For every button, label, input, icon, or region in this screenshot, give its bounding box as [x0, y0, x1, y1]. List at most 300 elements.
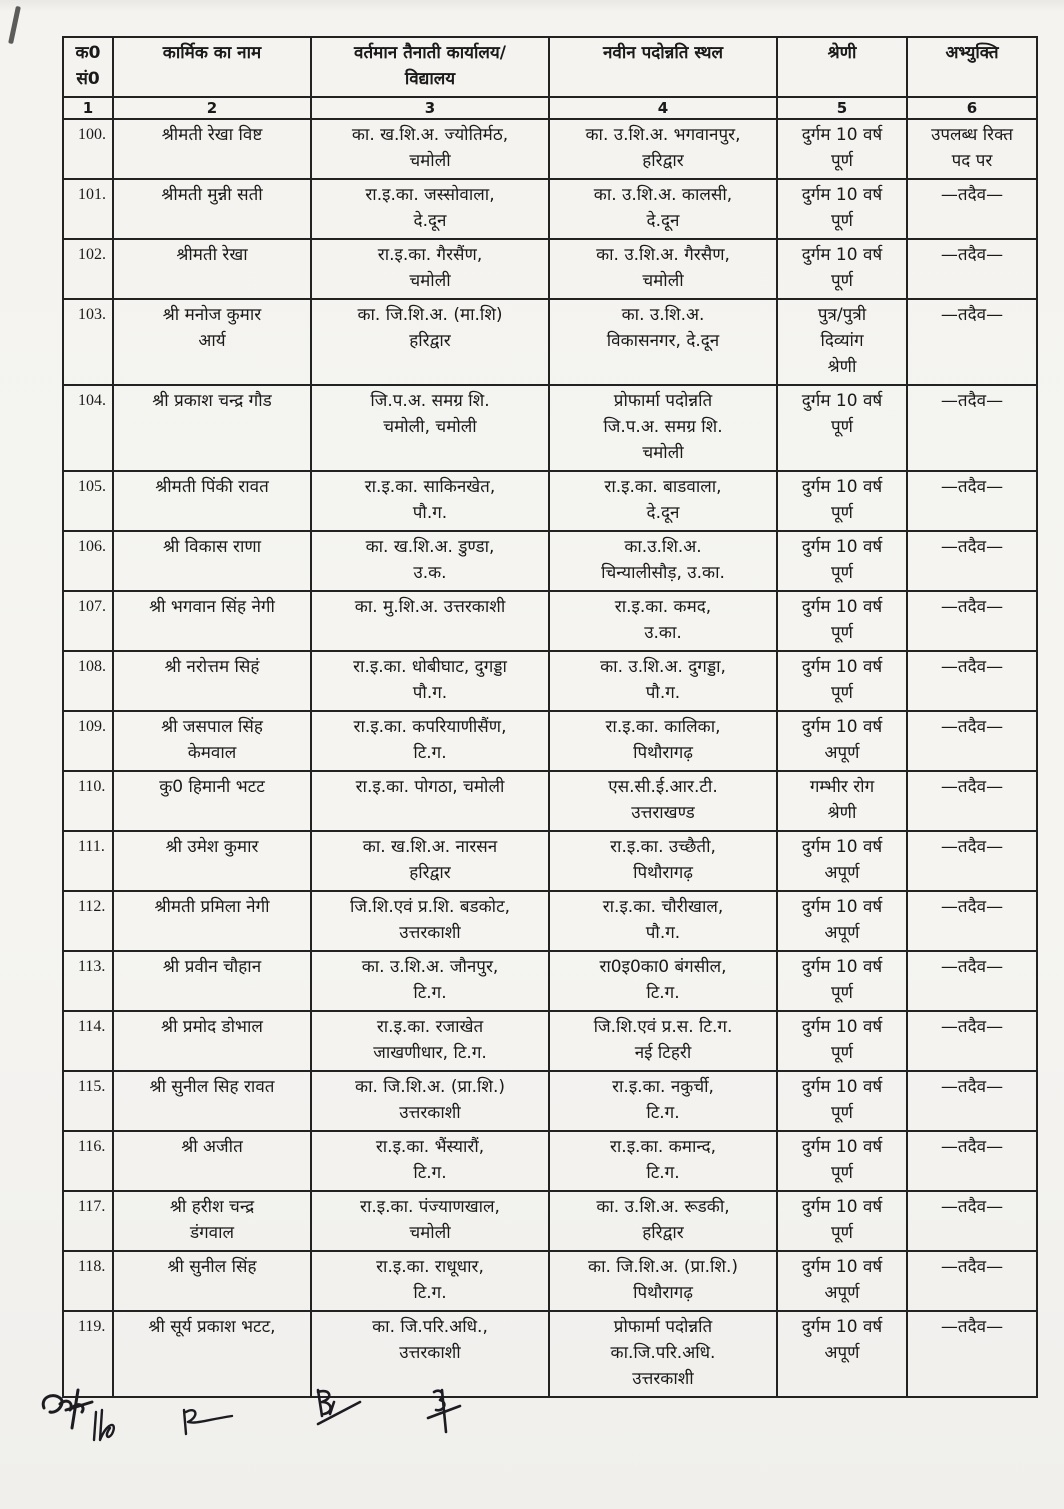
category-cell: [777, 771, 907, 831]
current-posting-cell: [311, 711, 549, 771]
signature-2: [94, 1410, 114, 1440]
serial-number: 115.: [63, 1071, 113, 1131]
current-posting-cell: [311, 119, 549, 179]
serial-number: 107.: [63, 591, 113, 651]
employee-name-line: श्रीमती रेखा: [176, 245, 248, 265]
remarks-cell: [907, 239, 1037, 299]
employee-name-cell: [113, 239, 311, 299]
remarks-line: —तदैव—: [940, 477, 1004, 497]
signatures-area: [0, 1380, 1064, 1460]
employee-name-line: श्री प्रवीन चौहान: [162, 957, 262, 977]
employee-name-line: श्रीमती पिंकी रावत: [155, 477, 269, 497]
header-current-posting: वर्तमान तैनाती कार्यालय/ विद्यालय: [311, 37, 549, 97]
new-promotion-place-line: रा.इ.का. कमद,: [614, 597, 712, 617]
employee-name-cell: [113, 891, 311, 951]
new-promotion-place-line: हरिद्वार: [642, 1223, 684, 1243]
employee-name-cell: [113, 831, 311, 891]
table-row: [63, 1191, 1037, 1251]
employee-name-cell: [113, 385, 311, 471]
new-promotion-place-line: चिन्यालीसौड़, उ.का.: [601, 563, 725, 583]
header-employee-name: कार्मिक का नाम: [113, 37, 311, 97]
new-promotion-place-cell: [549, 591, 777, 651]
category-line: पूर्ण: [831, 417, 853, 437]
new-promotion-place-cell: [549, 299, 777, 385]
current-posting-line: रा.इ.का. पोगठा, चमोली: [355, 777, 505, 797]
header-new-promotion-place: नवीन पदोन्नति स्थल: [549, 37, 777, 97]
signature-5: [428, 1390, 460, 1432]
employee-name-line: श्री प्रमोद डोभाल: [161, 1017, 263, 1037]
current-posting-line: रा.इ.का. साकिनखेत,: [364, 477, 496, 497]
employee-name-cell: [113, 471, 311, 531]
new-promotion-place-line: रा.इ.का. नकुर्ची,: [612, 1077, 714, 1097]
serial-number: 118.: [63, 1251, 113, 1311]
category-cell: [777, 1191, 907, 1251]
table-row: [63, 771, 1037, 831]
header-category: श्रेणी: [777, 37, 907, 97]
remarks-cell: [907, 711, 1037, 771]
current-posting-line: जि.प.अ. समग्र शि.: [370, 391, 490, 411]
category-line: दुर्गम 10 वर्ष: [801, 1077, 883, 1097]
table-row: [63, 1011, 1037, 1071]
remarks-cell: [907, 385, 1037, 471]
category-cell: [777, 471, 907, 531]
column-number: 1: [63, 97, 113, 119]
current-posting-cell: [311, 239, 549, 299]
category-cell: [777, 179, 907, 239]
column-number-row: [63, 97, 1037, 119]
category-line: अपूर्ण: [824, 863, 860, 883]
new-promotion-place-line: का. उ.शि.अ. कालसी,: [593, 185, 733, 205]
remarks-line: पद पर: [951, 151, 993, 171]
new-promotion-place-line: रा.इ.का. उच्छैती,: [610, 837, 716, 857]
current-posting-cell: [311, 1071, 549, 1131]
current-posting-line: रा.इ.का. राधूधार,: [376, 1257, 484, 1277]
serial-number: 106.: [63, 531, 113, 591]
serial-number: 113.: [63, 951, 113, 1011]
current-posting-cell: [311, 385, 549, 471]
category-line: दुर्गम 10 वर्ष: [801, 1017, 883, 1037]
new-promotion-place-line: दे.दून: [646, 503, 680, 523]
remarks-cell: [907, 119, 1037, 179]
serial-number: 114.: [63, 1011, 113, 1071]
current-posting-line: का. ख.शि.अ. नारसन: [362, 837, 498, 857]
employee-name-line: आर्य: [198, 331, 226, 351]
remarks-cell: [907, 1071, 1037, 1131]
current-posting-cell: [311, 591, 549, 651]
category-line: अपूर्ण: [824, 1283, 860, 1303]
category-line: दुर्गम 10 वर्ष: [801, 1257, 883, 1277]
table-row: [63, 299, 1037, 385]
serial-number: 117.: [63, 1191, 113, 1251]
remarks-line: —तदैव—: [940, 1017, 1004, 1037]
remarks-line: —तदैव—: [940, 1137, 1004, 1157]
new-promotion-place-line: का. जि.शि.अ. (प्रा.शि.): [588, 1257, 738, 1277]
column-number: 2: [113, 97, 311, 119]
current-posting-line: उ.क.: [413, 563, 447, 583]
new-promotion-place-line: रा.इ.का. कालिका,: [605, 717, 721, 737]
new-promotion-place-line: जि.प.अ. समग्र शि.: [603, 417, 723, 437]
new-promotion-place-cell: [549, 951, 777, 1011]
category-line: दुर्गम 10 वर्ष: [801, 477, 883, 497]
new-promotion-place-line: का.उ.शि.अ.: [624, 537, 702, 557]
current-posting-cell: [311, 951, 549, 1011]
category-line: दुर्गम 10 वर्ष: [801, 185, 883, 205]
new-promotion-place-line: हरिद्वार: [642, 151, 684, 171]
employee-name-cell: [113, 1251, 311, 1311]
serial-number: 108.: [63, 651, 113, 711]
current-posting-line: जि.शि.एवं प्र.शि. बडकोट,: [349, 897, 511, 917]
new-promotion-place-cell: [549, 179, 777, 239]
employee-name-cell: [113, 1011, 311, 1071]
current-posting-line: जाखणीधार, टि.ग.: [373, 1043, 487, 1063]
category-line: दुर्गम 10 वर्ष: [801, 1197, 883, 1217]
new-promotion-place-cell: [549, 471, 777, 531]
new-promotion-place-line: का.जि.परि.अधि.: [610, 1343, 716, 1363]
new-promotion-place-line: पौ.ग.: [645, 923, 681, 943]
employee-name-cell: [113, 119, 311, 179]
signature-4: [318, 1390, 360, 1424]
remarks-cell: [907, 299, 1037, 385]
remarks-line: —तदैव—: [940, 185, 1004, 205]
new-promotion-place-line: का. उ.शि.अ. गैरसैण,: [596, 245, 730, 265]
remarks-cell: [907, 531, 1037, 591]
column-number: 5: [777, 97, 907, 119]
current-posting-line: चमोली, चमोली: [383, 417, 477, 437]
remarks-line: —तदैव—: [940, 1197, 1004, 1217]
signature-3: [184, 1410, 232, 1434]
serial-number: 102.: [63, 239, 113, 299]
remarks-cell: [907, 471, 1037, 531]
table-row: [63, 1131, 1037, 1191]
new-promotion-place-line: का. उ.शि.अ. दुगड्डा,: [600, 657, 726, 677]
serial-number: 109.: [63, 711, 113, 771]
current-posting-cell: [311, 299, 549, 385]
new-promotion-place-cell: [549, 531, 777, 591]
table-row: [63, 711, 1037, 771]
header-remarks: अभ्युक्ति: [907, 37, 1037, 97]
current-posting-line: टि.ग.: [413, 1163, 447, 1183]
new-promotion-place-line: रा0इ0का0 बंगसील,: [599, 957, 727, 977]
employee-name-line: श्रीमती रेखा विष्ट: [161, 125, 263, 145]
current-posting-line: दे.दून: [413, 211, 447, 231]
category-line: दुर्गम 10 वर्ष: [801, 1317, 883, 1337]
table-row: [63, 119, 1037, 179]
current-posting-line: उत्तरकाशी: [399, 923, 461, 943]
current-posting-line: रा.इ.का. गैरसैंण,: [377, 245, 483, 265]
serial-number: 101.: [63, 179, 113, 239]
remarks-line: —तदैव—: [940, 597, 1004, 617]
remarks-cell: [907, 951, 1037, 1011]
table-row: [63, 651, 1037, 711]
employee-name-line: श्री भगवान सिंह नेगी: [149, 597, 275, 617]
category-line: पूर्ण: [831, 503, 853, 523]
current-posting-cell: [311, 471, 549, 531]
new-promotion-place-line: पिथौरागढ़: [633, 863, 693, 883]
category-cell: [777, 951, 907, 1011]
table-row: [63, 471, 1037, 531]
new-promotion-place-line: टि.ग.: [646, 1103, 680, 1123]
current-posting-line: चमोली: [409, 1223, 451, 1243]
employee-name-line: डंगवाल: [189, 1223, 235, 1243]
new-promotion-place-line: रा.इ.का. चौरीखाल,: [602, 897, 724, 917]
employee-name-line: श्री जसपाल सिंह: [161, 717, 263, 737]
category-line: दुर्गम 10 वर्ष: [801, 245, 883, 265]
current-posting-cell: [311, 1131, 549, 1191]
new-promotion-place-cell: [549, 119, 777, 179]
employee-name-cell: [113, 591, 311, 651]
employee-name-line: श्री सुनील सिह रावत: [149, 1077, 275, 1097]
remarks-line: —तदैव—: [940, 717, 1004, 737]
current-posting-line: टि.ग.: [413, 743, 447, 763]
category-line: दुर्गम 10 वर्ष: [801, 837, 883, 857]
category-cell: [777, 1251, 907, 1311]
new-promotion-place-cell: [549, 1131, 777, 1191]
current-posting-cell: [311, 1251, 549, 1311]
remarks-line: —तदैव—: [940, 1317, 1004, 1337]
remarks-line: —तदैव—: [940, 245, 1004, 265]
new-promotion-place-line: प्रोफार्मा पदोन्नति: [613, 391, 713, 411]
table-header-row: [63, 37, 1037, 97]
category-line: पूर्ण: [831, 211, 853, 231]
current-posting-line: का. ख.शि.अ. डुण्डा,: [365, 537, 495, 557]
new-promotion-place-line: पिथौरागढ़: [633, 743, 693, 763]
column-number: 4: [549, 97, 777, 119]
category-line: पूर्ण: [831, 271, 853, 291]
new-promotion-place-line: नई टिहरी: [634, 1043, 692, 1063]
serial-number: 112.: [63, 891, 113, 951]
category-line: दुर्गम 10 वर्ष: [801, 657, 883, 677]
table-row: [63, 831, 1037, 891]
category-line: दुर्गम 10 वर्ष: [801, 391, 883, 411]
new-promotion-place-line: टि.ग.: [646, 983, 680, 1003]
employee-name-line: श्री हरीश चन्द्र: [169, 1197, 255, 1217]
current-posting-cell: [311, 1191, 549, 1251]
current-posting-line: टि.ग.: [413, 1283, 447, 1303]
serial-number: 103.: [63, 299, 113, 385]
current-posting-cell: [311, 831, 549, 891]
table-row: [63, 385, 1037, 471]
remarks-line: —तदैव—: [940, 837, 1004, 857]
category-line: पुत्र/पुत्री: [817, 305, 867, 325]
category-line: दुर्गम 10 वर्ष: [801, 897, 883, 917]
serial-number: 110.: [63, 771, 113, 831]
new-promotion-place-line: रा.इ.का. बाडवाला,: [604, 477, 722, 497]
new-promotion-place-cell: [549, 651, 777, 711]
new-promotion-place-line: जि.शि.एवं प्र.स. टि.ग.: [593, 1017, 733, 1037]
current-posting-line: रा.इ.का. रजाखेत: [376, 1017, 484, 1037]
current-posting-line: उत्तरकाशी: [399, 1343, 461, 1363]
table-row: [63, 1071, 1037, 1131]
new-promotion-place-line: उत्तराखण्ड: [631, 803, 695, 823]
remarks-line: उपलब्ध रिक्त: [931, 125, 1013, 145]
remarks-line: —तदैव—: [940, 305, 1004, 325]
current-posting-cell: [311, 179, 549, 239]
new-promotion-place-cell: [549, 1251, 777, 1311]
employee-name-cell: [113, 531, 311, 591]
table-row: [63, 531, 1037, 591]
category-line: श्रेणी: [827, 357, 857, 377]
category-cell: [777, 1011, 907, 1071]
new-promotion-place-cell: [549, 385, 777, 471]
employee-name-line: श्री मनोज कुमार: [162, 305, 262, 325]
serial-number: 104.: [63, 385, 113, 471]
employee-name-line: श्री सुनील सिंह: [167, 1257, 257, 1277]
remarks-line: —तदैव—: [940, 391, 1004, 411]
remarks-cell: [907, 771, 1037, 831]
new-promotion-place-line: चमोली: [642, 443, 684, 463]
category-cell: [777, 831, 907, 891]
remarks-cell: [907, 891, 1037, 951]
current-posting-line: रा.इ.का. पंज्याणखाल,: [360, 1197, 500, 1217]
table-body: [63, 119, 1037, 1397]
employee-name-cell: [113, 651, 311, 711]
current-posting-line: रा.इ.का. जस्सोवाला,: [365, 185, 495, 205]
remarks-line: —तदैव—: [940, 657, 1004, 677]
category-line: पूर्ण: [831, 1103, 853, 1123]
category-cell: [777, 651, 907, 711]
current-posting-line: का. मु.शि.अ. उत्तरकाशी: [354, 597, 506, 617]
signature-1: [43, 1390, 92, 1428]
current-posting-line: का. उ.शि.अ. जौनपुर,: [361, 957, 499, 977]
category-line: दुर्गम 10 वर्ष: [801, 717, 883, 737]
category-cell: [777, 711, 907, 771]
category-line: दुर्गम 10 वर्ष: [801, 957, 883, 977]
employee-name-line: श्रीमती मुन्नी सती: [161, 185, 263, 205]
table-row: [63, 179, 1037, 239]
current-posting-line: हरिद्वार: [409, 331, 451, 351]
table-row: [63, 1251, 1037, 1311]
new-promotion-place-line: दे.दून: [646, 211, 680, 231]
new-promotion-place-cell: [549, 1011, 777, 1071]
category-line: दुर्गम 10 वर्ष: [801, 1137, 883, 1157]
employee-name-cell: [113, 1071, 311, 1131]
category-line: पूर्ण: [831, 983, 853, 1003]
new-promotion-place-line: का. उ.शि.अ. भगवानपुर,: [585, 125, 741, 145]
category-line: दिव्यांग: [820, 331, 864, 351]
category-line: पूर्ण: [831, 1043, 853, 1063]
category-line: अपूर्ण: [824, 743, 860, 763]
new-promotion-place-line: विकासनगर, दे.दून: [606, 331, 720, 351]
new-promotion-place-cell: [549, 1191, 777, 1251]
new-promotion-place-line: एस.सी.ई.आर.टी.: [608, 777, 718, 797]
remarks-cell: [907, 1131, 1037, 1191]
current-posting-cell: [311, 531, 549, 591]
current-posting-line: का. जि.शि.अ. (मा.शि): [357, 305, 503, 325]
category-line: पूर्ण: [831, 623, 853, 643]
remarks-line: —तदैव—: [940, 897, 1004, 917]
category-cell: [777, 531, 907, 591]
current-posting-line: उत्तरकाशी: [399, 1103, 461, 1123]
employee-name-cell: [113, 1131, 311, 1191]
employee-name-line: श्री अजीत: [181, 1137, 243, 1157]
category-cell: [777, 591, 907, 651]
promotion-list-table: [62, 36, 1038, 1398]
category-line: दुर्गम 10 वर्ष: [801, 597, 883, 617]
remarks-line: —तदैव—: [940, 1257, 1004, 1277]
current-posting-cell: [311, 651, 549, 711]
remarks-cell: [907, 179, 1037, 239]
serial-number: 100.: [63, 119, 113, 179]
new-promotion-place-line: उत्तरकाशी: [632, 1369, 694, 1389]
new-promotion-place-cell: [549, 1071, 777, 1131]
table-row: [63, 891, 1037, 951]
current-posting-line: चमोली: [409, 151, 451, 171]
employee-name-line: श्रीमती प्रमिला नेगी: [154, 897, 270, 917]
remarks-cell: [907, 1251, 1037, 1311]
new-promotion-place-line: चमोली: [642, 271, 684, 291]
category-cell: [777, 1071, 907, 1131]
category-cell: [777, 385, 907, 471]
new-promotion-place-line: का. उ.शि.अ. रूडकी,: [596, 1197, 730, 1217]
new-promotion-place-line: पिथौरागढ़: [633, 1283, 693, 1303]
current-posting-line: पौ.ग.: [412, 683, 448, 703]
category-line: दुर्गम 10 वर्ष: [801, 537, 883, 557]
category-line: पूर्ण: [831, 1163, 853, 1183]
header-serial-no: क0 सं0: [63, 37, 113, 97]
category-cell: [777, 119, 907, 179]
employee-name-line: श्री उमेश कुमार: [165, 837, 259, 857]
remarks-cell: [907, 1191, 1037, 1251]
category-cell: [777, 299, 907, 385]
current-posting-line: का. जि.परि.अधि.,: [372, 1317, 488, 1337]
current-posting-cell: [311, 1011, 549, 1071]
column-number: 3: [311, 97, 549, 119]
new-promotion-place-cell: [549, 891, 777, 951]
current-posting-line: रा.इ.का. धोबीघाट, दुगड्डा: [353, 657, 507, 677]
employee-name-line: श्री प्रकाश चन्द्र गौड: [152, 391, 272, 411]
current-posting-line: टि.ग.: [413, 983, 447, 1003]
current-posting-cell: [311, 771, 549, 831]
current-posting-line: रा.इ.का. भैंस्यारौं,: [375, 1137, 485, 1157]
category-line: पूर्ण: [831, 563, 853, 583]
remarks-line: —तदैव—: [940, 537, 1004, 557]
employee-name-cell: [113, 1191, 311, 1251]
category-cell: [777, 891, 907, 951]
category-line: दुर्गम 10 वर्ष: [801, 125, 883, 145]
employee-name-line: केमवाल: [187, 743, 237, 763]
new-promotion-place-line: प्रोफार्मा पदोन्नति: [613, 1317, 713, 1337]
employee-name-cell: [113, 711, 311, 771]
remarks-cell: [907, 831, 1037, 891]
table-row: [63, 591, 1037, 651]
remarks-cell: [907, 651, 1037, 711]
serial-number: 119.: [63, 1311, 113, 1397]
new-promotion-place-cell: [549, 239, 777, 299]
new-promotion-place-line: उ.का.: [644, 623, 682, 643]
category-line: पूर्ण: [831, 1223, 853, 1243]
remarks-line: —तदैव—: [940, 957, 1004, 977]
employee-name-line: श्री नरोत्तम सिहं: [164, 657, 260, 677]
serial-number: 111.: [63, 831, 113, 891]
employee-name-cell: [113, 179, 311, 239]
current-posting-line: चमोली: [409, 271, 451, 291]
remarks-line: —तदैव—: [940, 1077, 1004, 1097]
column-number: 6: [907, 97, 1037, 119]
current-posting-line: का. जि.शि.अ. (प्रा.शि.): [355, 1077, 505, 1097]
new-promotion-place-line: पौ.ग.: [645, 683, 681, 703]
serial-number: 116.: [63, 1131, 113, 1191]
category-line: अपूर्ण: [824, 1343, 860, 1363]
category-line: पूर्ण: [831, 151, 853, 171]
remarks-line: —तदैव—: [940, 777, 1004, 797]
employee-name-line: श्री सूर्य प्रकाश भटट,: [148, 1317, 276, 1337]
remarks-cell: [907, 1011, 1037, 1071]
current-posting-cell: [311, 891, 549, 951]
employee-name-line: कु0 हिमानी भटट: [159, 777, 265, 797]
remarks-cell: [907, 591, 1037, 651]
employee-name-cell: [113, 771, 311, 831]
current-posting-line: हरिद्वार: [409, 863, 451, 883]
